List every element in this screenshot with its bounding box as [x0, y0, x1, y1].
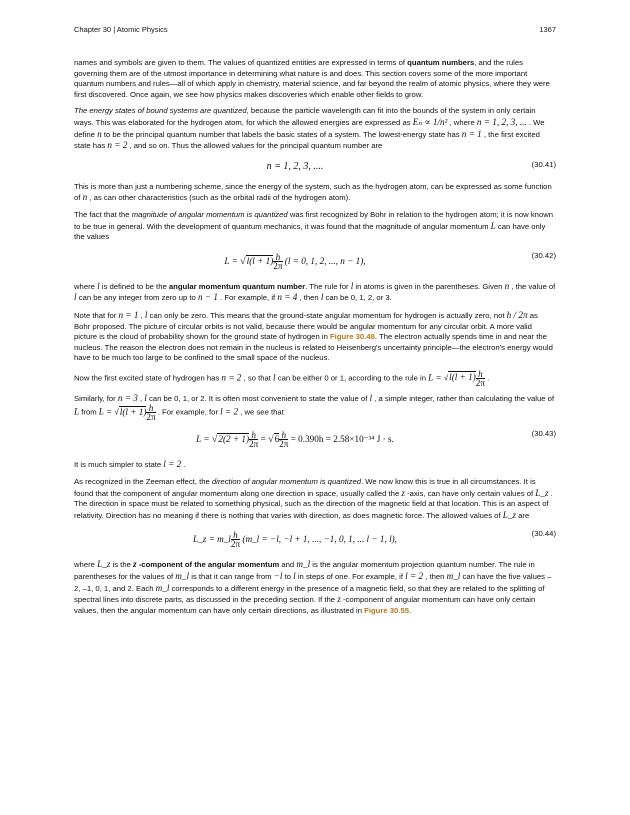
emphasis: The energy states of bound systems are quantized: [74, 106, 247, 116]
eq-rest: (m_l = −l, −l + 1, ..., −1, 0, 1, ... l − 1, l),: [240, 534, 397, 545]
text: -component of angular momentum can have only certain values, then the angular momentum can have only certain directions, as illustrated in: [74, 595, 536, 615]
text: , then: [423, 572, 447, 582]
text: . The direction in space must be related to something physical, such as the direction of the magnetic field at that location. This is an aspect of relativity. Direction has no meaning if there is nothing that varies with direction, as does magnetic force. The allowed values of: [74, 488, 553, 520]
math-inline: n = 1: [461, 128, 482, 139]
math-inline: l: [369, 392, 373, 403]
math-inline: n = 3: [117, 392, 138, 403]
numerator: h: [146, 404, 155, 413]
math-root: l(l + 1): [449, 372, 476, 383]
text: is the angular momentum projection quantum number. The rule in parentheses for the values of: [74, 560, 535, 582]
equation-30-42: [74, 249, 556, 275]
math-inline: l = 2: [405, 571, 424, 582]
text: Note that for: [74, 310, 119, 320]
fraction: [476, 370, 485, 387]
numerator: h: [273, 253, 282, 262]
math-inline: z: [401, 487, 405, 498]
page-number: 1367: [539, 25, 556, 34]
text: . For example, if: [217, 293, 278, 303]
math-inline: m_l: [155, 582, 170, 593]
math-inline: n = 1, 2, 3, ...: [476, 116, 527, 127]
eq-lhs: L_z = m_l: [193, 534, 231, 545]
text: .: [485, 373, 490, 383]
numerator: h: [279, 431, 288, 440]
text: in atoms is given in the parentheses. Given: [353, 281, 505, 291]
equation-number: (30.43): [531, 429, 556, 439]
eq-lhs: L =: [224, 255, 241, 266]
equation-body: [74, 531, 516, 548]
math-root: l(l + 1): [119, 407, 147, 417]
math-inline: n = 2: [221, 372, 242, 383]
math-inline: m_l: [296, 559, 311, 570]
equation-body: L = √2(2 + 1) $\frac{h}{2\pi}$ = √6 $\frac{h}{2\pi}$ = 0.390h = 2.58×10⁻³⁴ J · s.: [196, 430, 394, 450]
equation-body: n = 1, 2, 3, ....: [266, 160, 324, 172]
text: , the first excited state has: [74, 129, 540, 151]
text: . The rule for: [305, 281, 351, 291]
fraction: [249, 431, 258, 448]
text: The fact that the: [74, 209, 132, 219]
text: , and the rules governing them are of the utmost importance in determining what nature is and does. This section covers some of the more important quantum numbers and rules—all of which apply in chemistry, material science, and far beyond the realm of atomic physics, where they were first discovered. Once again, we see how physics makes discoveries which enable other fields to grow.: [74, 58, 550, 99]
text: to: [282, 572, 294, 582]
numerator: h: [476, 370, 485, 379]
text: As recognized in the Zeeman effect, the: [74, 477, 212, 487]
term-angular-momentum-quantum-number: angular momentum quantum number: [168, 281, 306, 291]
paragraph-angular-momentum: [74, 210, 556, 243]
math-inline: n − 1: [197, 292, 218, 303]
eq-root: l(l + 1): [246, 255, 274, 266]
text: corresponds to a different energy in the presence of a magnetic field, so that they are related to the splitting of spectral lines into discrete parts, as discussed in the preceding section. If the: [74, 583, 545, 605]
eq-equals: =: [258, 434, 269, 445]
text: . We now know this is true in all circumstances. It is found that the component of angular momentum along one direction in space, usually called the: [74, 477, 536, 498]
math-inline: L_z: [97, 559, 111, 570]
eq-rest: (l = 0, 1, 2, ..., n − 1),: [282, 255, 366, 266]
math-inline: l: [97, 280, 100, 291]
denominator: 2π: [279, 439, 289, 450]
math-inline: l: [144, 392, 147, 403]
text: . We define: [74, 117, 545, 139]
fraction: [273, 253, 282, 270]
math-inline: L =: [428, 372, 444, 383]
math-inline: n = 2: [107, 140, 128, 151]
text: ,: [137, 393, 145, 403]
math-inline: L =: [98, 407, 115, 417]
math-inline: n: [504, 280, 510, 291]
text: Similarly, for: [74, 393, 118, 403]
text: names and symbols are given to them. The values of quantized entities are expressed in terms of: [74, 58, 408, 67]
term-z-component: -component of the angular momentum: [136, 560, 280, 570]
numerator: h: [249, 431, 258, 440]
text: , so that: [241, 373, 274, 383]
equation-body: L = √l(l + 1) $\frac{h}{2\pi}$ (l = 0, 1, 2, ..., n − 1),: [224, 251, 366, 271]
math-inline: l: [144, 309, 148, 320]
denominator: 2π: [273, 260, 283, 271]
text: . The electron actually spends time in and near the nucleus. The reason the electron does not remain in the nucleus is related to Heisenberg's uncertainty principle—the electron's energy would have to be much too large to be confined to the small space of the nucleus.: [74, 332, 553, 363]
math-inline: L_z: [535, 487, 549, 498]
text: ,: [138, 310, 145, 320]
math-inline: l: [293, 571, 296, 582]
text: can be any integer from zero up to: [76, 293, 198, 303]
text: , we see that: [238, 408, 284, 417]
math-inline: L: [490, 220, 496, 231]
fraction: [146, 404, 155, 421]
math-inline: n = 1: [118, 309, 139, 320]
paragraph-first-excited: Now the first excited state of hydrogen has n = 2 , so that l can be either 0 or 1, according to the rule in L = √l(l + 1) $\frac{h}{2\pi}$ .: [74, 368, 490, 388]
text: where: [74, 560, 98, 570]
fraction: [231, 531, 240, 548]
text: was first recognized by Bohr in relation to the hydrogen atom; it is now known to be true in general. With the development of quantum mechanics, it was found that the magnitude of angular momentum: [74, 209, 554, 231]
math-inline: n: [82, 192, 88, 203]
math-inline: l: [320, 292, 324, 303]
term-z: z: [133, 559, 137, 570]
text: This is more than just a numbering scheme, since the energy of the system, such as the hydrogen atom, can be expressed as some function of: [74, 181, 552, 203]
denominator: 2π: [230, 539, 241, 550]
equation-number: (30.41): [531, 159, 556, 169]
eq-rest: = 0.390h = 2.58×10⁻³⁴ J · s.: [288, 434, 394, 445]
link-figure-30-48[interactable]: Figure 30.48: [329, 332, 375, 342]
paragraph-ground-state: [74, 310, 556, 364]
text: Now the first excited state of hydrogen has: [74, 373, 222, 383]
page-header: [74, 25, 556, 37]
text: , the value of: [509, 281, 556, 291]
text: can be either 0 or 1, according to the rule in: [275, 373, 429, 383]
denominator: 2π: [146, 412, 156, 423]
equation-number: (30.44): [531, 529, 556, 539]
text: , as can other characteristics (such as the orbital radii of the hydrogen atom).: [87, 193, 351, 203]
term-quantum-numbers: quantum numbers: [407, 58, 475, 67]
math-inline: n = 4: [277, 292, 298, 303]
math-inline: −l: [273, 571, 283, 582]
equation-number: (30.42): [531, 250, 556, 260]
emphasis: direction of angular momentum is quantized: [211, 477, 362, 487]
text: . For example, for: [155, 408, 221, 417]
text: It is much simpler to state: [74, 460, 164, 470]
paragraph-zeeman: [74, 477, 556, 521]
eq-root: 6: [274, 434, 280, 445]
paragraph-energy-states: [74, 106, 556, 151]
text: .: [409, 605, 412, 615]
equation-30-44: [74, 527, 556, 553]
chapter-title: Chapter 30 | Atomic Physics: [74, 25, 168, 34]
paragraph-similarly: Similarly, for n = 3 , l can be 0, 1, or 2. It is often most convenient to state the value of l , a simple integer, rather than calculating the value of L from L = √l(l + 1) $\frac{h}{2\pi}$ . For example, for l = 2 , we see that: [74, 392, 555, 423]
text: from: [79, 408, 99, 417]
paragraph-simpler: [74, 459, 556, 471]
eq-lhs: L =: [196, 434, 212, 445]
text: is that it can range from: [189, 572, 274, 582]
denominator: 2π: [475, 377, 485, 388]
math-inline: m_l: [175, 571, 190, 582]
math-inline: L_z: [502, 509, 517, 520]
denominator: 2π: [249, 439, 259, 450]
paragraph-quantum-numbers: [74, 58, 556, 100]
text: .: [181, 460, 186, 470]
equation-30-43: [74, 427, 556, 453]
math-inline: l: [273, 372, 276, 383]
text: can only be zero. This means that the ground-state angular momentum for hydrogen is actually zero, not: [147, 310, 507, 320]
math-inline: m_l: [446, 571, 461, 582]
math-inline: l: [350, 280, 354, 291]
numerator: h: [231, 531, 240, 540]
emphasis: magnitude of angular momentum is quantized: [131, 209, 288, 219]
math-inline: l: [74, 292, 77, 303]
text: -axis, can have only certain values of: [404, 488, 536, 498]
text: in steps of one. For example, if: [295, 572, 406, 582]
math-inline: h / 2π: [506, 309, 528, 320]
math-inline: Eₙ ∝ 1/n²: [412, 116, 448, 127]
math-inline: L: [74, 407, 80, 417]
page-content: [74, 58, 556, 622]
math-inline: z: [337, 594, 341, 605]
text: can have the five values –2, –1, 0, 1, and 2. Each: [74, 572, 552, 593]
text: , a simple integer, rather than calculating the value of: [372, 393, 555, 403]
text: to be the principal quantum number that labels the basic states of a system. The lowest-energy state has: [101, 129, 462, 139]
text: and: [279, 560, 297, 570]
eq-root: 2(2 + 1): [218, 434, 250, 445]
text: is the: [110, 560, 134, 570]
text: as Bohr proposed. The picture of circular orbits is not valid, because there would be angular momentum for any circular orbit. A more valid picture is the cloud of probability shown for the ground state of hydrogen in: [74, 310, 538, 342]
text: , then: [297, 293, 321, 303]
paragraph-numbering-scheme: [74, 182, 556, 204]
math-inline: l = 2: [220, 407, 239, 417]
text: , and so on. Thus the allowed values for the principal quantum number are: [127, 141, 383, 151]
text: , where: [447, 117, 477, 127]
paragraph-z-component: [74, 559, 556, 616]
text: can be 0, 1, or 2. It is often most convenient to state the value of: [146, 393, 370, 403]
text: is defined to be the: [99, 281, 169, 291]
text: where: [74, 281, 98, 291]
math-inline: l = 2: [163, 459, 182, 470]
text: can be 0, 1, 2, or 3.: [323, 293, 392, 303]
text: are: [516, 510, 530, 520]
link-figure-30-55[interactable]: Figure 30.55: [364, 605, 410, 615]
equation-30-41: [74, 158, 556, 176]
text: , because the particle wavelength can fit into the bounds of the system in only certain ways. This was elaborated for the hydrogen atom, for which the allowed energies are expressed as: [74, 106, 536, 127]
text: can have only the values: [74, 221, 546, 242]
paragraph-l-definition: [74, 281, 556, 304]
math-inline: n: [97, 128, 102, 139]
